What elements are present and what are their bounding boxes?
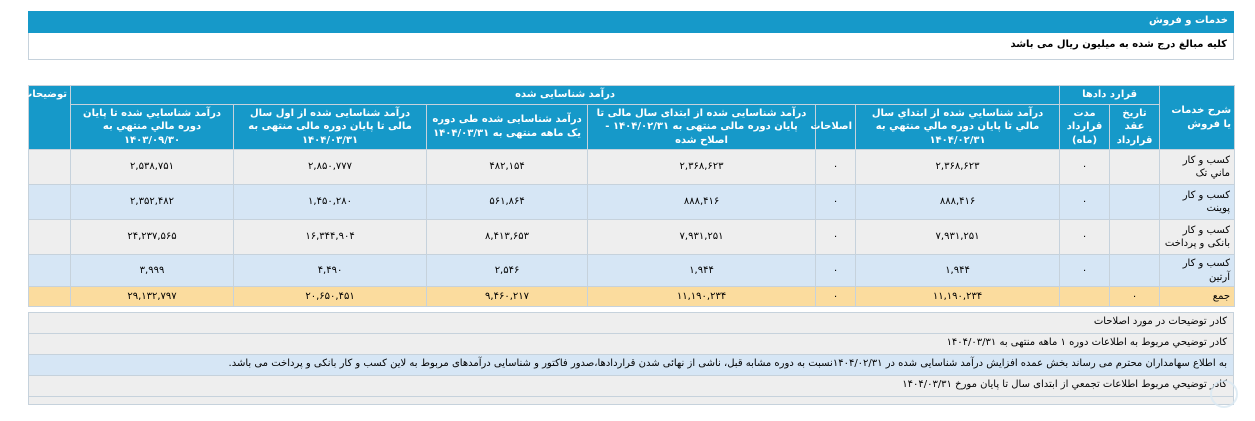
col-rev-one-month: درآمد شناسایی شده طی دوره یک ماهه منتهی به ۱۴۰۴/۰۳/۳۱ (427, 104, 588, 150)
col-adjustments: اصلاحات (816, 104, 856, 150)
cell-rev-one-month: ۸,۴۱۳,۶۵۳ (427, 220, 588, 255)
cell-duration: ۰ (1060, 185, 1110, 220)
col-rev-start-adjusted: درآمد شناسایی شده از ابتدای سال مالی تا پایان دوره مالی منتهی به ۱۴۰۴/۰۲/۳۱ - اصلاح شده (588, 104, 816, 150)
cell-rev-start-adjusted: ۷,۹۳۱,۲۵۱ (588, 220, 816, 255)
cell-adjust: ۰ (816, 287, 856, 307)
section-title: خدمات و فروش (28, 11, 1234, 33)
cell-rev-start-prev: ۷,۹۳۱,۲۵۱ (856, 220, 1060, 255)
cell-date (1110, 150, 1160, 185)
cell-rev-ytd: ۴,۴۹۰ (234, 255, 427, 287)
row-label: کسب و کار پوینت (1160, 185, 1235, 220)
explanation-line: کادر توضیحي مربوط اطلاعات تجمعي از ابتدای سال تا پایان مورخ ۱۴۰۴/۰۳/۳۱ (29, 376, 1233, 397)
cell-notes (29, 185, 71, 220)
cell-rev-one-month: ۹,۴۶۰,۲۱۷ (427, 287, 588, 307)
cell-rev-prev-year: ۳,۹۹۹ (71, 255, 234, 287)
cell-duration (1060, 287, 1110, 307)
cell-rev-start-adjusted: ۱,۹۴۴ (588, 255, 816, 287)
cell-duration: ۰ (1060, 255, 1110, 287)
row-label: کسب و کار آرتین (1160, 255, 1235, 287)
col-group-recognized: درآمد شناسایی شده (71, 86, 1060, 105)
cell-notes (29, 255, 71, 287)
table-row (29, 185, 1235, 220)
revenue-table (22, 85, 1235, 307)
cell-rev-one-month: ۵۶۱,۸۶۴ (427, 185, 588, 220)
col-rev-start-prev: درآمد شناسايي شده از ابتداي سال مالي تا پايان دوره مالي منتهي به ۱۴۰۴/۰۲/۳۱ (856, 104, 1060, 150)
cell-rev-ytd: ۱,۴۵۰,۲۸۰ (234, 185, 427, 220)
cell-adjust: ۰ (816, 185, 856, 220)
cell-rev-one-month: ۴۸۲,۱۵۴ (427, 150, 588, 185)
row-label: جمع (1160, 287, 1235, 307)
cell-adjust: ۰ (816, 220, 856, 255)
cell-notes (29, 287, 71, 307)
table-row (29, 255, 1235, 287)
explanations-box (28, 312, 1234, 405)
explanation-line: کادر توضیحي مربوط به اطلاعات دوره ۱ ماهه منتهی به ۱۴۰۴/۰۳/۳۱ (29, 334, 1233, 355)
cell-date: ۰ (1110, 287, 1160, 307)
cell-rev-start-prev: ۱,۹۴۴ (856, 255, 1060, 287)
table-row (29, 220, 1235, 255)
watermark-logo-icon (1210, 380, 1238, 408)
cell-rev-one-month: ۲,۵۴۶ (427, 255, 588, 287)
cell-rev-start-adjusted: ۸۸۸,۴۱۶ (588, 185, 816, 220)
col-service: شرح خدمات یا فروش (1160, 86, 1235, 150)
cell-rev-prev-year: ۲,۳۵۲,۴۸۲ (71, 185, 234, 220)
cell-rev-ytd: ۱۶,۳۴۴,۹۰۴ (234, 220, 427, 255)
cell-rev-start-prev: ۱۱,۱۹۰,۲۳۴ (856, 287, 1060, 307)
cell-duration: ۰ (1060, 150, 1110, 185)
total-row (29, 287, 1235, 307)
cell-rev-start-prev: ۲,۳۶۸,۶۲۳ (856, 150, 1060, 185)
cell-rev-start-adjusted: ۲,۳۶۸,۶۲۳ (588, 150, 816, 185)
cell-rev-prev-year: ۲۴,۲۳۷,۵۶۵ (71, 220, 234, 255)
explanations-heading: کادر توضیحات در مورد اصلاحات (29, 313, 1233, 334)
cell-duration: ۰ (1060, 220, 1110, 255)
cell-rev-ytd: ۲,۸۵۰,۷۷۷ (234, 150, 427, 185)
col-rev-prev-year: درآمد شناسايي شده تا پايان دوره مالي منتهي به ۱۴۰۳/۰۹/۳۰ (71, 104, 234, 150)
cell-date (1110, 185, 1160, 220)
table-row (29, 150, 1235, 185)
cell-rev-ytd: ۲۰,۶۵۰,۴۵۱ (234, 287, 427, 307)
units-note: کلیه مبالغ درج شده به میلیون ریال می باشد (28, 33, 1234, 60)
col-contract-date: تاریخ عقد قرارداد (1110, 104, 1160, 150)
explanations-footer (29, 397, 1233, 404)
cell-notes (29, 220, 71, 255)
cell-notes (29, 150, 71, 185)
cell-rev-prev-year: ۲,۵۳۸,۷۵۱ (71, 150, 234, 185)
col-group-contracts: قرارد دادها (1060, 86, 1160, 105)
cell-rev-start-prev: ۸۸۸,۴۱۶ (856, 185, 1060, 220)
col-explanations: توضیحات (29, 86, 71, 150)
row-label: کسب و کار بانکی و پرداخت (1160, 220, 1235, 255)
cell-adjust: ۰ (816, 255, 856, 287)
explanation-line: به اطلاع سهامداران محترم می رساند بخش عمده افزایش درآمد شناسایی شده در ۱۴۰۴/۰۲/۳۱نسبت به دوره مشابه قبل، ناشی از نهائی شدن قراردادها،صدور فاکتور و شناسایی درآمدهای مربوط به لاین کسب و کار بانکی و پرداخت می باشد. (29, 355, 1233, 376)
row-label: کسب و کار ماني تک (1160, 150, 1235, 185)
cell-rev-prev-year: ۲۹,۱۳۲,۷۹۷ (71, 287, 234, 307)
cell-adjust: ۰ (816, 150, 856, 185)
col-contract-duration: مدت قرارداد (ماه) (1060, 104, 1110, 150)
cell-date (1110, 255, 1160, 287)
cell-date (1110, 220, 1160, 255)
cell-rev-start-adjusted: ۱۱,۱۹۰,۲۳۴ (588, 287, 816, 307)
col-rev-ytd: درآمد شناسایی شده از اول سال مالی تا پایان دوره مالی منتهی به ۱۴۰۴/۰۳/۳۱ (234, 104, 427, 150)
